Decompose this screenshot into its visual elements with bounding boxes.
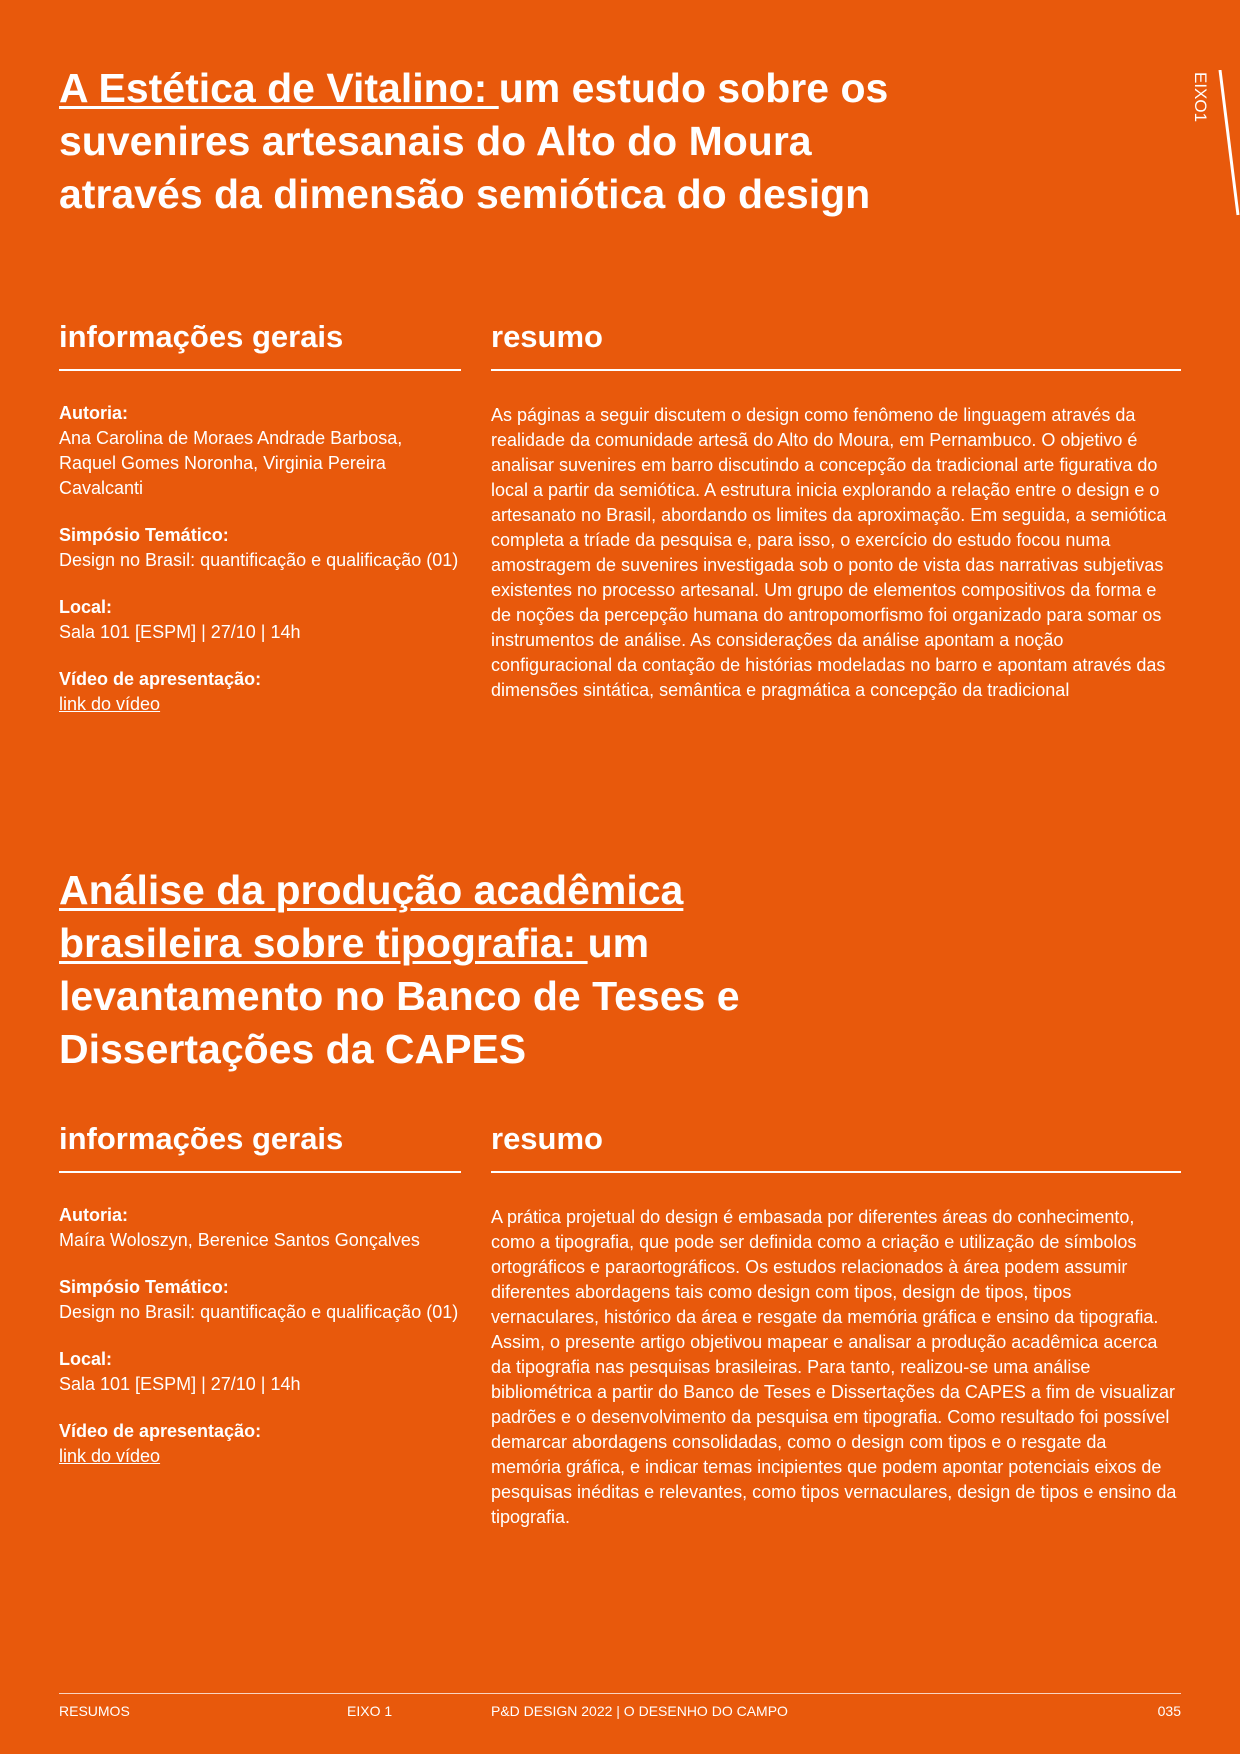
video-link[interactable]: link do vídeo <box>59 694 161 714</box>
article-1-info-heading: informações gerais <box>59 317 461 371</box>
location-label: Local: <box>59 597 113 617</box>
location-block <box>59 1347 461 1397</box>
footer-event: P&D DESIGN 2022 | O DESENHO DO CAMPO <box>491 1703 788 1719</box>
article-1-title-link[interactable]: A Estética de Vitalino: <box>59 65 499 111</box>
video-label: Vídeo de apresentação: <box>59 669 262 689</box>
article-1-abstract: As páginas a seguir discutem o design como fenômeno de linguagem através da realidade da comunidade artesã do Alto do Moura, em Pernambuco. O objetivo é analisar suvenires em barro discutindo a concepção da tradicional arte figurativa do local a partir da semiótica. A estrutura inicia explorando a relação entre o design e o artesanato no Brasil, abordando os limites da aproximação. Em seguida, a semiótica completa a tríade da pesquisa e, para isso, o exercício do estudo focou numa amostragem de suvenires investigada sob o ponto de vista das narrativas subjetivas existentes no processo artesanal. Um grupo de elementos compositivos da forma e de noções da percepção humana do antropomorfismo foi organizado para somar os instrumentos de análise. As considerações da análise apontam a noção configuracional da contação de histórias modeladas no barro e apontam através das dimensões sintática, semântica e pragmática a concepção da tradicional <box>491 405 1167 700</box>
video-block <box>59 667 461 717</box>
authorship-value: Maíra Woloszyn, Berenice Santos Gonçalves <box>59 1230 420 1250</box>
article-1-abstract-column <box>491 317 1181 721</box>
symposium-value: Design no Brasil: quantificação e qualificação (01) <box>59 1302 459 1322</box>
authorship-value: Ana Carolina de Moraes Andrade Barbosa, Raquel Gomes Noronha, Virginia Pereira Cavalcanti <box>59 428 403 498</box>
article-1-title-rest: um estudo sobre os suvenires artesanais do Alto do Moura através da dimensão semiótica do design <box>59 65 889 217</box>
article-2-abstract-column <box>491 1119 1181 1548</box>
article-2-abstract: A prática projetual do design é embasada por diferentes áreas do conhecimento, como a tipografia, que pode ser definida como a criação e utilização de símbolos ortográficos e paraortográficos. Os estudos relacionados à área podem assumir diferentes abordagens tais como design com tipos, design de tipos, tipos vernaculares, histórico da área e resgate da memória gráfica e ensino da tipografia. Assim, o presente artigo objetivou mapear e analisar a produção acadêmica acerca da tipografia nas pesquisas brasileiras. Para tanto, realizou-se uma análise bibliométrica a partir do Banco de Teses e Dissertações da CAPES a fim de visualizar padrões e o desenvolvimento da pesquisa em tipografia. Como resultado foi possível demarcar abordagens consolidadas, como o design com tipos e o resgate da memória gráfica, e indicar temas incipientes que podem apontar potenciais eixos de pesquisas inéditas e relevantes, como tipos vernaculares, design de tipos e ensino da tipografia. <box>491 1207 1177 1527</box>
article-2-info <box>59 1203 461 1469</box>
symposium-value: Design no Brasil: quantificação e qualificação (01) <box>59 550 459 570</box>
article-1-info <box>59 401 461 717</box>
article-2-info-column <box>59 1119 461 1491</box>
location-value: Sala 101 [ESPM] | 27/10 | 14h <box>59 1374 301 1394</box>
video-link[interactable]: link do vídeo <box>59 1446 161 1466</box>
footer-axis: EIXO 1 <box>347 1703 393 1719</box>
authorship-block <box>59 401 461 501</box>
location-label: Local: <box>59 1349 113 1369</box>
location-block <box>59 595 461 645</box>
video-label: Vídeo de apresentação: <box>59 1421 262 1441</box>
symposium-block <box>59 1275 461 1325</box>
article-1-abstract-heading: resumo <box>491 317 1181 371</box>
article-2-abstract-heading: resumo <box>491 1119 1181 1173</box>
article-2 <box>59 864 1181 1527</box>
footer-section: RESUMOS <box>59 1703 130 1719</box>
authorship-block <box>59 1203 461 1253</box>
page-footer <box>59 1693 1181 1724</box>
symposium-block <box>59 523 461 573</box>
authorship-label: Autoria: <box>59 1205 128 1225</box>
article-1-title <box>59 62 919 221</box>
location-value: Sala 101 [ESPM] | 27/10 | 14h <box>59 622 301 642</box>
article-2-title-rest: um levantamento no Banco de Teses e Dissertações da CAPES <box>59 920 740 1072</box>
video-block <box>59 1419 461 1469</box>
article-1-info-column <box>59 317 461 739</box>
article-2-info-heading: informações gerais <box>59 1119 461 1173</box>
symposium-label: Simpósio Temático: <box>59 525 229 545</box>
side-tab-label: EIXO1 <box>1191 72 1210 123</box>
symposium-label: Simpósio Temático: <box>59 1277 229 1297</box>
article-2-title <box>59 864 819 1076</box>
authorship-label: Autoria: <box>59 403 128 423</box>
article-2-title-link[interactable]: Análise da produção acadêmica brasileira sobre tipografia: <box>59 867 684 966</box>
article-1 <box>59 62 1181 714</box>
side-tab-line <box>1180 70 1240 220</box>
page-number: 035 <box>1157 1703 1181 1719</box>
